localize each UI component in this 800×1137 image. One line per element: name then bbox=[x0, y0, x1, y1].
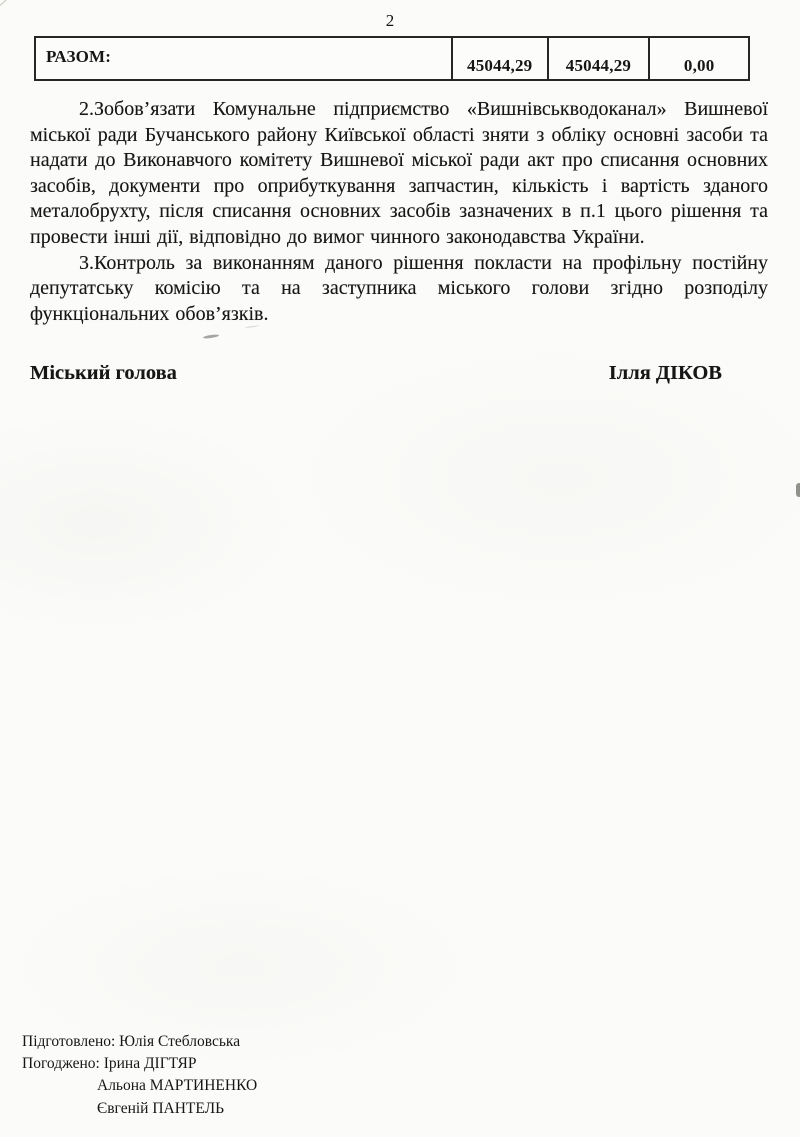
approval-footer bbox=[22, 1031, 257, 1120]
totals-value-2: 45044,29 bbox=[565, 56, 632, 75]
footer-agreed-line: Погоджено: Ірина ДІГТЯР bbox=[22, 1055, 197, 1073]
totals-table bbox=[34, 36, 750, 81]
totals-value-1: 45044,29 bbox=[467, 56, 533, 75]
totals-row-label: РАЗОМ: bbox=[46, 47, 112, 66]
decree-paragraph-2: 2.Зобов’язати Комунальне підприємство «Вишнівськводоканал» Вишневої міської ради Бучанського району Київської області зняти з обліку основні засоби та надати до Виконавчого комітету Вишневої міської ради акт про списання основних засобів, документи про оприбуткування запчастин, кількість і вартість зданого металобрухту, після списання основних засобів зазначених в п.1 цього рішення та провести інші дії, відповідно до вимог чинного законодавства України. bbox=[30, 98, 768, 248]
totals-row-label-cell bbox=[36, 38, 453, 79]
page-number: 2 bbox=[385, 11, 395, 30]
signature-row bbox=[30, 362, 722, 385]
footer-agreed-name-3: Євгеній ПАНТЕЛЬ bbox=[97, 1099, 225, 1117]
signature-title: Міський голова bbox=[30, 362, 177, 384]
totals-value-cell-1 bbox=[453, 38, 549, 79]
decree-paragraph-3: 3.Контроль за виконанням даного рішення покласти на профільну постійну депутатську комісію та на заступника міського голови згідно розподілу функціональних обов’язків. bbox=[30, 251, 768, 325]
totals-value-cell-2 bbox=[549, 38, 651, 79]
totals-value-3: 0,00 bbox=[683, 56, 715, 75]
scan-edge-mark-artifact bbox=[796, 483, 800, 497]
totals-value-cell-3 bbox=[650, 38, 748, 79]
footer-agreed-name-2: Альона МАРТИНЕНКО bbox=[97, 1077, 258, 1095]
scan-smudge-artifact bbox=[203, 334, 219, 339]
footer-prepared-line: Підготовлено: Юлія Стебловська bbox=[22, 1033, 241, 1050]
signature-name: Ілля ДІКОВ bbox=[608, 362, 722, 384]
decree-body-text bbox=[30, 97, 768, 327]
